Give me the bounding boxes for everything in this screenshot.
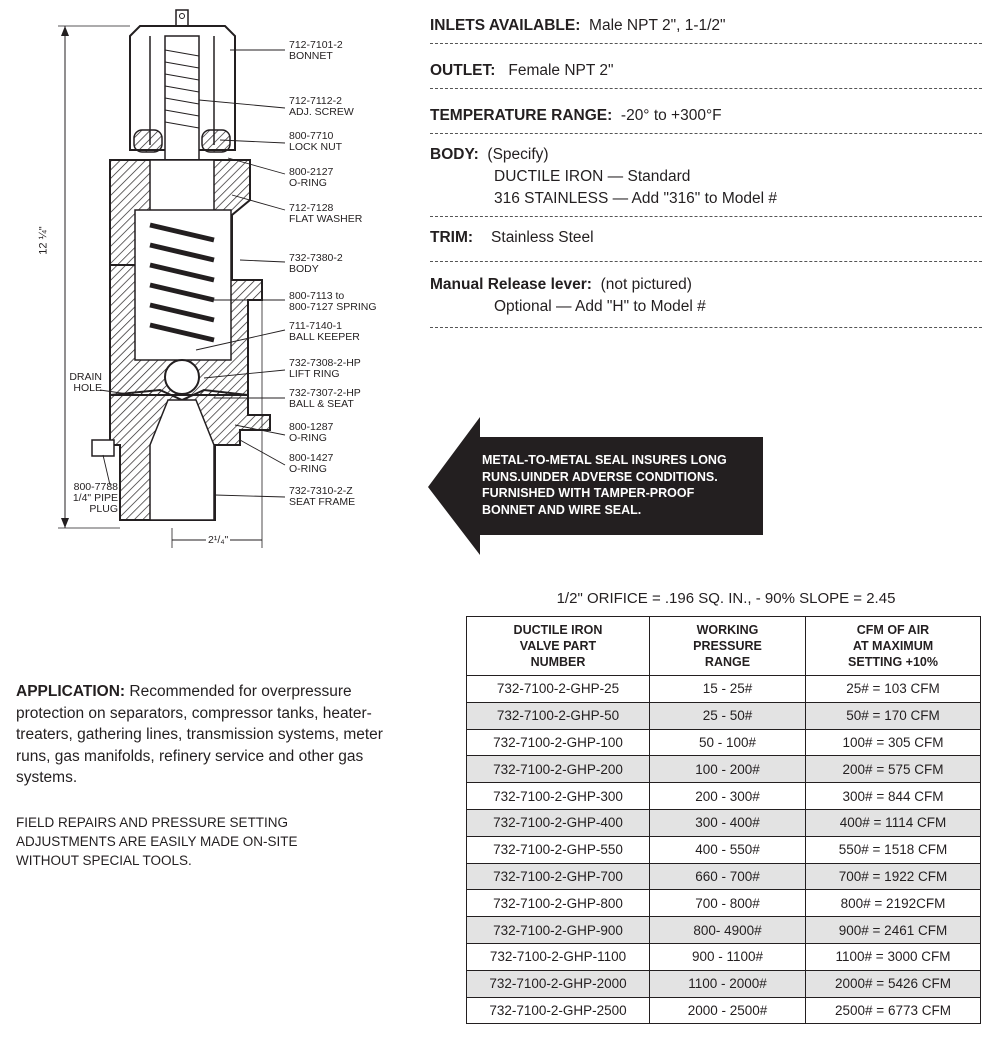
cell-range: 800- 4900# xyxy=(650,917,806,944)
spec-temperature: TEMPERATURE RANGE: -20° to +300°F xyxy=(430,89,982,134)
cell-cfm: 550# = 1518 CFM xyxy=(806,836,981,863)
cell-part: 732-7100-2-GHP-50 xyxy=(467,702,650,729)
table-row xyxy=(467,943,981,970)
callout-o-ring-2: 800-1287 O-RING xyxy=(289,421,334,444)
cell-part: 732-7100-2-GHP-100 xyxy=(467,729,650,756)
cell-part: 732-7100-2-GHP-800 xyxy=(467,890,650,917)
callout-lock-nut: 800-7710 LOCK NUT xyxy=(289,130,343,153)
cell-cfm: 100# = 305 CFM xyxy=(806,729,981,756)
spec-trim: TRIM: Stainless Steel xyxy=(430,217,982,262)
table-header-row xyxy=(467,617,981,676)
table-row xyxy=(467,756,981,783)
spec-body-line2: 316 STAINLESS — Add "316" to Model # xyxy=(494,190,777,207)
cell-range: 660 - 700# xyxy=(650,863,806,890)
cell-cfm: 2000# = 5426 CFM xyxy=(806,970,981,997)
cell-part: 732-7100-2-GHP-300 xyxy=(467,783,650,810)
spec-manual-release: Manual Release lever: (not pictured) Optional — Add "H" to Model # xyxy=(430,262,982,328)
callout-flat-washer: 712-7128 FLAT WASHER xyxy=(289,202,363,225)
table-row xyxy=(467,783,981,810)
cell-cfm: 400# = 1114 CFM xyxy=(806,809,981,836)
table-row xyxy=(467,890,981,917)
spec-body-line1: DUCTILE IRON — Standard xyxy=(494,168,691,185)
cell-range: 25 - 50# xyxy=(650,702,806,729)
field-repairs-note: FIELD REPAIRS AND PRESSURE SETTING ADJUSTMENTS ARE EASILY MADE ON-SITE WITHOUT SPECIAL TOOLS. xyxy=(16,815,298,868)
cell-range: 1100 - 2000# xyxy=(650,970,806,997)
col-header-part-number: DUCTILE IRON VALVE PART NUMBER xyxy=(467,617,650,676)
callout-lift-ring: 732-7308-2-HP LIFT RING xyxy=(289,357,361,380)
cell-part: 732-7100-2-GHP-25 xyxy=(467,676,650,703)
cell-part: 732-7100-2-GHP-2000 xyxy=(467,970,650,997)
cell-part: 732-7100-2-GHP-400 xyxy=(467,809,650,836)
table-row xyxy=(467,702,981,729)
height-dimension-label: 12 ¼" xyxy=(37,226,50,255)
table-row xyxy=(467,809,981,836)
cell-range: 2000 - 2500# xyxy=(650,997,806,1024)
part-number-table xyxy=(466,616,981,1024)
callout-o-ring-3: 800-1427 O-RING xyxy=(289,452,334,475)
cell-range: 700 - 800# xyxy=(650,890,806,917)
cell-cfm: 900# = 2461 CFM xyxy=(806,917,981,944)
table-row xyxy=(467,917,981,944)
application-paragraph: APPLICATION: Recommended for overpressure protection on separators, compressor tanks, heater-treaters, gathering lines, transmission systems, meter runs, gas manifolds, refinery service and other gas systems. xyxy=(16,683,383,786)
spec-inlets: INLETS AVAILABLE: Male NPT 2", 1-1/2" xyxy=(430,8,982,44)
arrow-callout-text: METAL-TO-METAL SEAL INSURES LONG RUNS.UINDER ADVERSE CONDITIONS. FURNISHED WITH TAMPER-PROOF BONNET AND WIRE SEAL. xyxy=(482,453,727,517)
cell-cfm: 50# = 170 CFM xyxy=(806,702,981,729)
callout-adj-screw: 712-7112-2 ADJ. SCREW xyxy=(289,95,354,118)
callout-o-ring-1: 800-2127 O-RING xyxy=(289,166,334,189)
cell-cfm: 2500# = 6773 CFM xyxy=(806,997,981,1024)
cell-range: 300 - 400# xyxy=(650,809,806,836)
table-row xyxy=(467,729,981,756)
callout-ball-seat: 732-7307-2-HP BALL & SEAT xyxy=(289,387,361,410)
callout-bonnet: 712-7101-2 BONNET xyxy=(289,39,343,62)
cell-part: 732-7100-2-GHP-700 xyxy=(467,863,650,890)
cell-range: 900 - 1100# xyxy=(650,943,806,970)
cell-cfm: 800# = 2192CFM xyxy=(806,890,981,917)
cell-part: 732-7100-2-GHP-2500 xyxy=(467,997,650,1024)
table-row xyxy=(467,836,981,863)
cell-cfm: 200# = 575 CFM xyxy=(806,756,981,783)
col-header-cfm: CFM OF AIR AT MAXIMUM SETTING +10% xyxy=(806,617,981,676)
pipe-plug-label: 800-7788 1/4" PIPE PLUG xyxy=(72,481,118,515)
drain-hole-label: DRAIN HOLE xyxy=(69,371,102,394)
cell-cfm: 300# = 844 CFM xyxy=(806,783,981,810)
cell-range: 100 - 200# xyxy=(650,756,806,783)
cell-range: 400 - 550# xyxy=(650,836,806,863)
cell-cfm: 700# = 1922 CFM xyxy=(806,863,981,890)
callout-spring: 800-7113 to 800-7127 SPRING xyxy=(289,290,377,313)
cell-cfm: 25# = 103 CFM xyxy=(806,676,981,703)
cell-part: 732-7100-2-GHP-200 xyxy=(467,756,650,783)
width-dimension-label: 2¹/₄" xyxy=(208,534,229,546)
table-row xyxy=(467,997,981,1024)
cell-cfm: 1100# = 3000 CFM xyxy=(806,943,981,970)
part-callouts xyxy=(0,0,420,560)
callout-ball-keeper: 711-7140-1 BALL KEEPER xyxy=(289,320,360,343)
cell-part: 732-7100-2-GHP-1100 xyxy=(467,943,650,970)
spec-list xyxy=(430,8,982,328)
spec-outlet: OUTLET: Female NPT 2" xyxy=(430,44,982,89)
cell-part: 732-7100-2-GHP-900 xyxy=(467,917,650,944)
col-header-pressure-range: WORKING PRESSURE RANGE xyxy=(650,617,806,676)
spec-manual-line1: Optional — Add "H" to Model # xyxy=(494,298,706,315)
table-row xyxy=(467,676,981,703)
cell-range: 15 - 25# xyxy=(650,676,806,703)
table-row xyxy=(467,970,981,997)
cell-part: 732-7100-2-GHP-550 xyxy=(467,836,650,863)
table-caption: 1/2" ORIFICE = .196 SQ. IN., - 90% SLOPE = 2.45 xyxy=(556,590,896,607)
spec-body: BODY: (Specify) DUCTILE IRON — Standard 316 STAINLESS — Add "316" to Model # xyxy=(430,134,982,217)
cell-range: 50 - 100# xyxy=(650,729,806,756)
callout-body: 732-7380-2 BODY xyxy=(289,252,343,275)
table-row xyxy=(467,863,981,890)
callout-seat-frame: 732-7310-2-Z SEAT FRAME xyxy=(289,485,356,508)
cell-range: 200 - 300# xyxy=(650,783,806,810)
